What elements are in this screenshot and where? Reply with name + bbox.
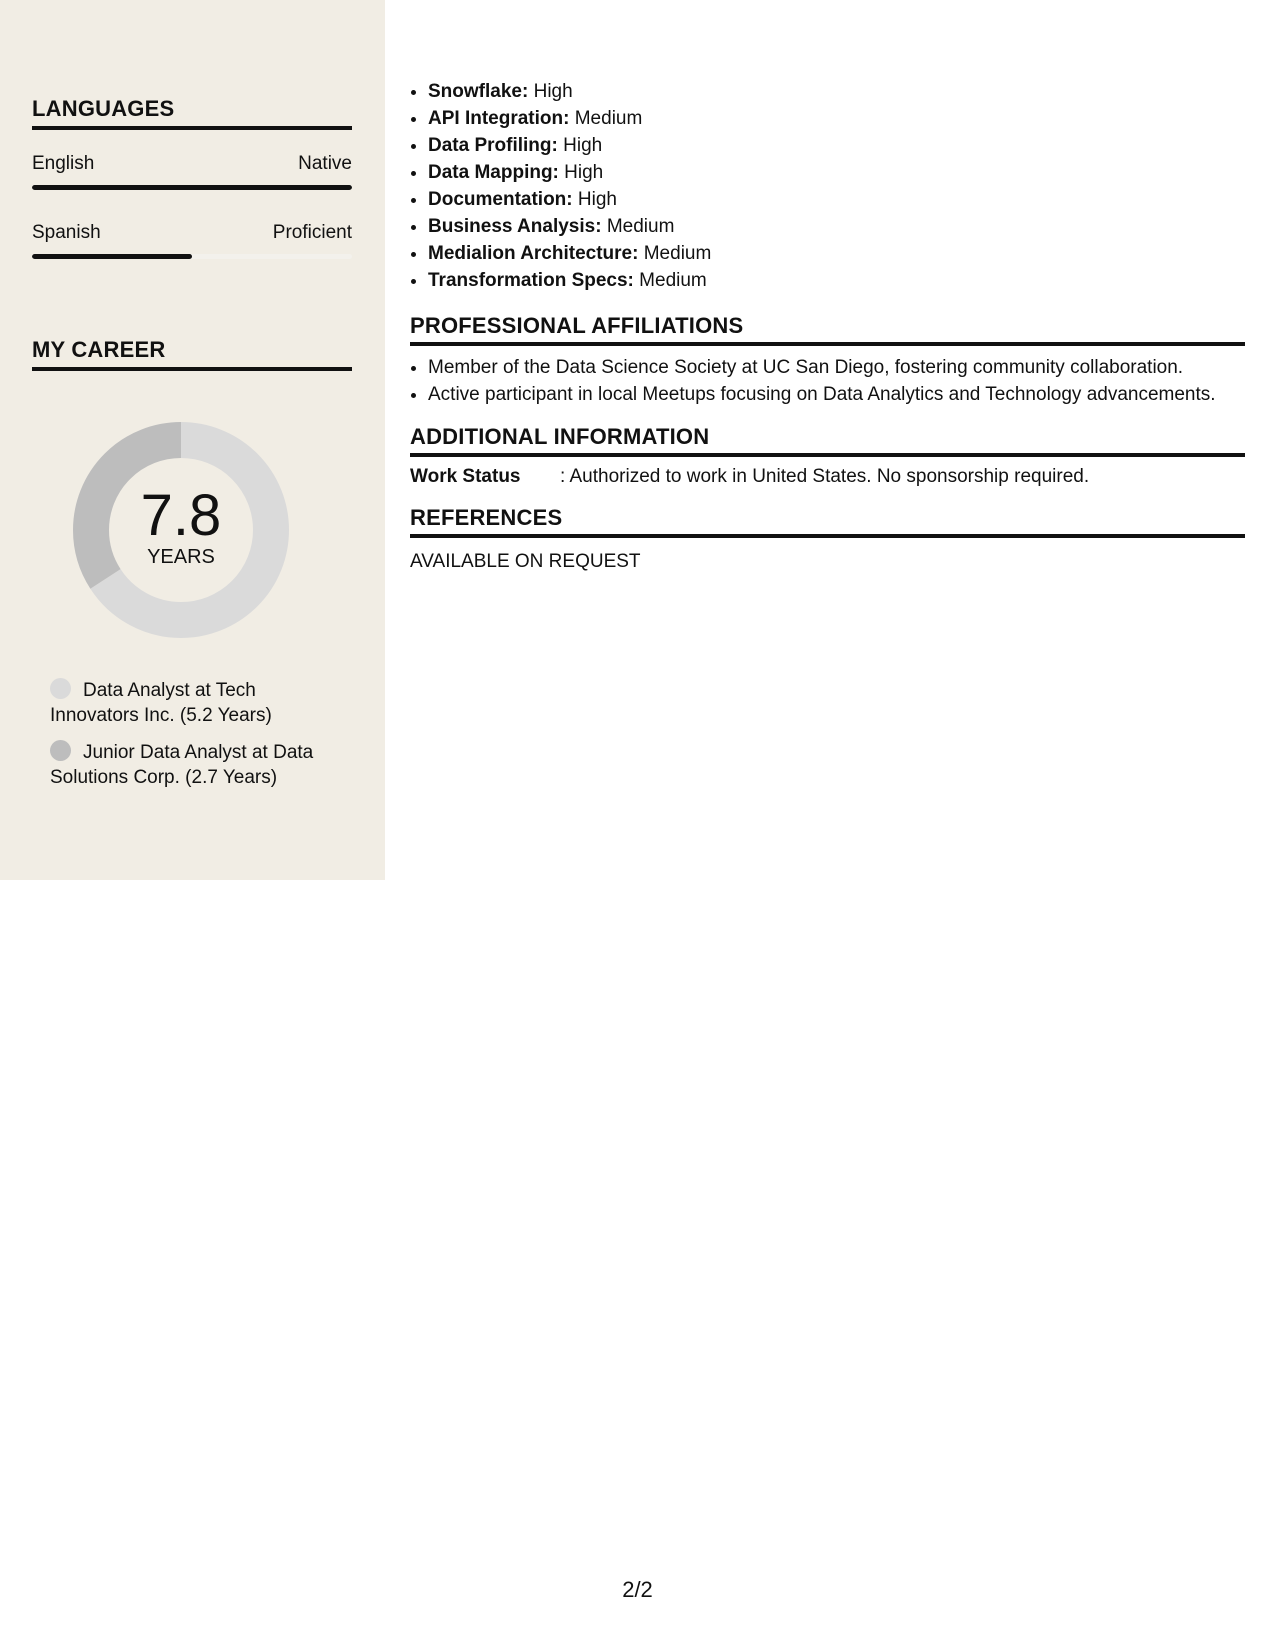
list-item: • Business Analysis: Medium — [428, 213, 711, 240]
list-item: • API Integration: Medium — [428, 105, 711, 132]
language-row-english — [32, 153, 352, 175]
affiliations-heading: PROFESSIONAL AFFILIATIONS — [410, 313, 1245, 346]
additional-info-heading: ADDITIONAL INFORMATION — [410, 424, 1245, 457]
language-bar-fill — [32, 185, 352, 190]
sidebar — [0, 0, 385, 880]
legend-label: Data Analyst at Tech Innovators Inc. (5.2 Years) — [50, 680, 272, 726]
list-item: • Transformation Specs: Medium — [428, 267, 711, 294]
references-text: AVAILABLE ON REQUEST — [410, 551, 641, 572]
list-item: • Documentation: High — [428, 186, 711, 213]
legend-label: Junior Data Analyst at Data Solutions Corp. (2.7 Years) — [50, 742, 314, 788]
list-item: • Medialion Architecture: Medium — [428, 240, 711, 267]
list-item: • Active participant in local Meetups focusing on Data Analytics and Technology advancements. — [428, 381, 1248, 408]
list-item: • Member of the Data Science Society at UC San Diego, fostering community collaboration. — [428, 354, 1248, 381]
legend-dot-icon — [50, 678, 71, 699]
affiliations-list — [410, 354, 1248, 408]
career-donut-chart — [66, 415, 296, 645]
work-status-label: Work Status — [410, 466, 521, 487]
language-bar-fill — [32, 254, 192, 259]
work-status-row — [410, 466, 1089, 488]
list-item: • Data Mapping: High — [428, 159, 711, 186]
skills-list — [410, 78, 711, 294]
language-level: Proficient — [272, 222, 352, 243]
legend-dot-icon — [50, 740, 71, 761]
list-item: • Data Profiling: High — [428, 132, 711, 159]
page-number: 2/2 — [622, 1577, 653, 1602]
language-name: English — [32, 153, 95, 174]
language-bar-english — [32, 185, 352, 190]
language-bar-spanish — [32, 254, 352, 259]
career-legend-item — [50, 678, 340, 728]
languages-heading: LANGUAGES — [32, 96, 352, 130]
career-legend-item — [50, 740, 340, 790]
language-row-spanish — [32, 222, 352, 244]
career-total-years: 7.8 — [140, 482, 222, 548]
list-item: • Snowflake: High — [428, 78, 711, 105]
language-level: Native — [298, 153, 352, 174]
references-heading: REFERENCES — [410, 505, 1245, 538]
work-status-value: : Authorized to work in United States. No sponsorship required. — [560, 466, 1090, 487]
career-heading: MY CAREER — [32, 337, 352, 371]
language-name: Spanish — [32, 222, 101, 243]
career-total-unit: YEARS — [147, 545, 215, 568]
